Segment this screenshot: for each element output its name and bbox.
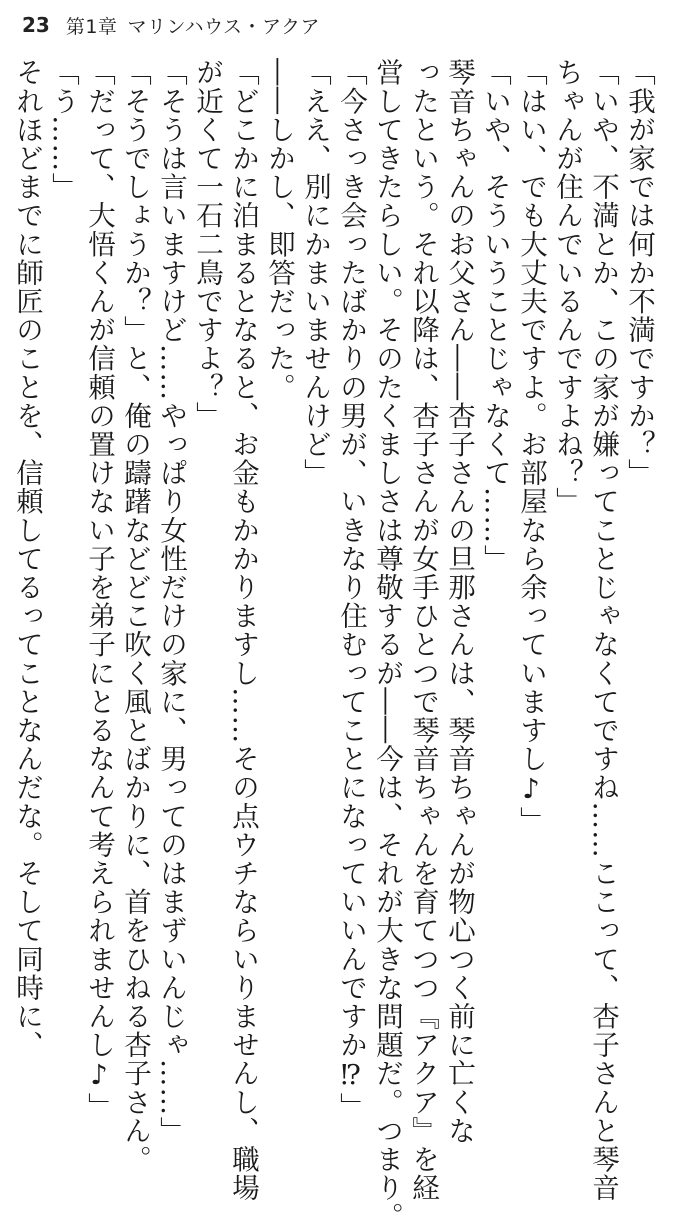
text-line: ――しかし、即答だった。 xyxy=(263,58,295,402)
text-line: 「そうでしょうか？」と、俺の躊躇などどこ吹く風とばかりに、首をひねる杏子さん。 xyxy=(119,58,151,1174)
text-line: 「いや、そういうことじゃなくて……」 xyxy=(479,58,511,573)
text-line: が近くて一石二鳥ですよ？」 xyxy=(191,58,223,430)
page-number: 23 xyxy=(22,13,50,37)
text-line: それほどまでに師匠のことを、信頼してるってことなんだな。そして同時に、 xyxy=(11,58,43,1059)
text-line: 「う……」 xyxy=(47,58,79,201)
text-line: 「だって、大悟くんが信頼の置けない子を弟子にとるなんて考えられませんし♪」 xyxy=(83,58,115,1121)
text-line: 「我が家では何か不満ですか？」 xyxy=(623,58,655,487)
text-line: 「ええ、別にかまいませんけど」 xyxy=(299,58,331,487)
text-line: ちゃんが住んでいるんですよね？」 xyxy=(551,58,583,516)
vertical-body-text xyxy=(11,58,657,1231)
text-line: 「いや、不満とか、この家が嫌ってことじゃなくてですね……ここって、杏子さんと琴音 xyxy=(587,58,619,1202)
chapter-label: 第1章 xyxy=(65,15,118,38)
chapter-title: マリンハウス・アクア xyxy=(127,15,320,38)
text-line: 「はい、でも大丈夫ですよ。お部屋なら余っていますし♪」 xyxy=(515,58,547,835)
text-line: 「どこかに泊まるとなると、お金もかかりますし……その点ウチならいりませんし、職場 xyxy=(227,58,259,1202)
text-line: 琴音ちゃんのお父さん――杏子さんの旦那さんは、琴音ちゃんが物心つく前に亡くな xyxy=(443,58,475,1145)
running-head xyxy=(22,10,320,40)
text-line: 「今さっき会ったばかりの男が、いきなり住むってことになっていいんですか⁉」 xyxy=(335,58,367,1121)
text-line: ったという。それ以降は、杏子さんが女手ひとつで琴音ちゃんを育てつつ『アクア』を経 xyxy=(407,58,439,1202)
text-line: 「そうは言いますけど……やっぱり女性だけの家に、男ってのはまずいんじゃ……」 xyxy=(155,58,187,1145)
text-line: 営してきたらしい。そのたくましさは尊敬するが――今は、それが大きな問題だ。つまり。 xyxy=(371,58,403,1231)
